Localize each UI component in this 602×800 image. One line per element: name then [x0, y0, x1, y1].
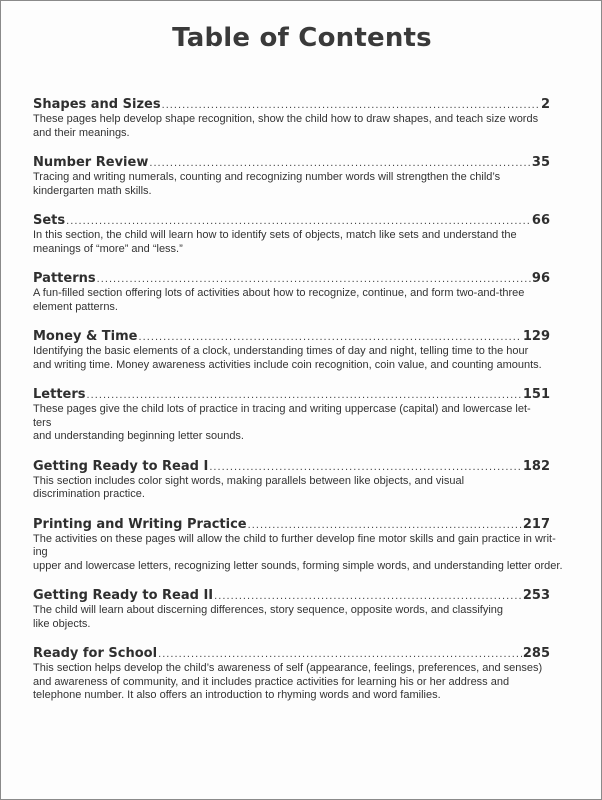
toc-entry-description	[33, 475, 550, 502]
toc-entry-title: Getting Ready to Read II	[33, 588, 214, 603]
description-line: Tracing and writing numerals, counting and recognizing number words will strengthen the child’s	[33, 171, 501, 183]
toc-entry-page-number: 66	[531, 213, 550, 228]
toc-entry-title: Shapes and Sizes	[33, 97, 161, 112]
toc-entry-title: Ready for School	[33, 646, 158, 661]
description-line: kindergarten math skills.	[33, 184, 152, 197]
toc-entry	[33, 96, 550, 140]
description-line: discrimination practice.	[33, 488, 145, 500]
description-line: The child will learn about discerning differences, story sequence, opposite words, and classifying	[33, 604, 503, 616]
toc-entry-page-number: 285	[522, 646, 550, 661]
toc-entry-page-number: 182	[522, 458, 550, 474]
dot-leader	[158, 646, 522, 663]
toc-entry-page-number: 129	[522, 329, 550, 344]
toc-entry-title: Number Review	[33, 155, 149, 170]
description-line: and understanding beginning letter sounds.	[33, 430, 244, 442]
toc-entry-page-number: 151	[522, 387, 550, 402]
description-line: like objects.	[33, 617, 91, 630]
toc-entry	[33, 645, 550, 703]
description-line: These pages help develop shape recognition, show the child how to draw shapes, and teach size words	[33, 113, 539, 125]
toc-entry	[33, 587, 550, 631]
description-line: This section includes color sight words, making parallels between like objects, and visual	[33, 474, 465, 487]
description-line: ters	[33, 416, 52, 429]
toc-entry-title: Sets	[33, 213, 66, 228]
toc-entry	[33, 516, 563, 574]
toc-entry	[33, 270, 550, 314]
page-title: Table of Contents	[172, 23, 432, 53]
description-line: element patterns.	[33, 300, 118, 313]
toc-entry	[33, 458, 550, 502]
toc-entry-page-number: 217	[522, 516, 550, 532]
toc-entry-description	[33, 345, 550, 372]
toc-entry-heading	[33, 516, 550, 533]
toc-entry	[33, 328, 550, 372]
toc-entry-page-number: 96	[531, 271, 550, 286]
toc-entry-description	[33, 662, 550, 703]
toc-entry-page-number: 2	[540, 97, 550, 112]
toc-entry-heading	[33, 212, 550, 229]
toc-entry-page-number: 35	[531, 155, 550, 170]
description-line: These pages give the child lots of practice in tracing and writing uppercase (capital) and lowercase let-	[33, 403, 531, 415]
toc-entry-title: Getting Ready to Read I	[33, 458, 209, 474]
toc-entry-heading	[33, 386, 550, 403]
description-line: In this section, the child will learn how to identify sets of objects, match like sets and understand the	[33, 229, 517, 241]
description-line: and their meanings.	[33, 126, 130, 139]
description-line: This section helps develop the child’s awareness of self (appearance, feelings, preferences, and senses)	[33, 662, 543, 674]
table-of-contents	[33, 96, 563, 717]
dot-leader	[248, 517, 522, 534]
description-line: and awareness of community, and it includes practice activities for learning his or her address and	[33, 675, 510, 688]
description-line: meanings of “more” and “less.”	[33, 242, 183, 255]
toc-entry-description	[33, 532, 563, 574]
toc-entry-description	[33, 287, 550, 314]
dot-leader	[66, 213, 531, 230]
toc-entry-heading	[33, 587, 550, 604]
toc-entry-title: Printing and Writing Practice	[33, 516, 247, 532]
toc-entry-heading	[33, 96, 550, 113]
toc-entry-heading	[33, 328, 550, 345]
toc-entry-page-number: 253	[522, 588, 550, 603]
description-line: upper and lowercase letters, recognizing letter sounds, forming simple words, and understanding letter order.	[33, 559, 563, 572]
toc-entry-description	[33, 113, 550, 140]
toc-entry-heading	[33, 154, 550, 171]
toc-entry-title: Patterns	[33, 271, 96, 286]
description-line: ing	[33, 546, 48, 558]
toc-entry-title: Money & Time	[33, 329, 138, 344]
toc-entry	[33, 212, 550, 256]
description-line: telephone number. It also offers an introduction to rhyming words and word families.	[33, 689, 441, 701]
toc-entry-heading	[33, 458, 550, 475]
dot-leader	[87, 387, 522, 404]
toc-entry-heading	[33, 270, 550, 287]
dot-leader	[214, 588, 522, 605]
toc-entry-description	[33, 403, 550, 444]
dot-leader	[149, 155, 531, 172]
toc-entry-description	[33, 229, 550, 256]
dot-leader	[209, 459, 522, 476]
description-line: Identifying the basic elements of a clock, understanding times of day and night, telling time to the hour	[33, 345, 529, 357]
description-line: and writing time. Money awareness activities include coin recognition, coin value, and counting amounts.	[33, 358, 542, 371]
description-line: The activities on these pages will allow the child to further develop fine motor skills and gain practice in writ-	[33, 532, 556, 545]
dot-leader	[139, 329, 522, 346]
description-line: A fun-filled section offering lots of activities about how to recognize, continue, and form two-and-three	[33, 287, 525, 299]
dot-leader	[97, 271, 531, 288]
toc-entry-heading	[33, 645, 550, 662]
dot-leader	[162, 97, 540, 114]
toc-entry	[33, 386, 550, 444]
toc-entry-description	[33, 604, 550, 631]
toc-entry-title: Letters	[33, 387, 86, 402]
toc-entry-description	[33, 171, 550, 198]
toc-entry	[33, 154, 550, 198]
